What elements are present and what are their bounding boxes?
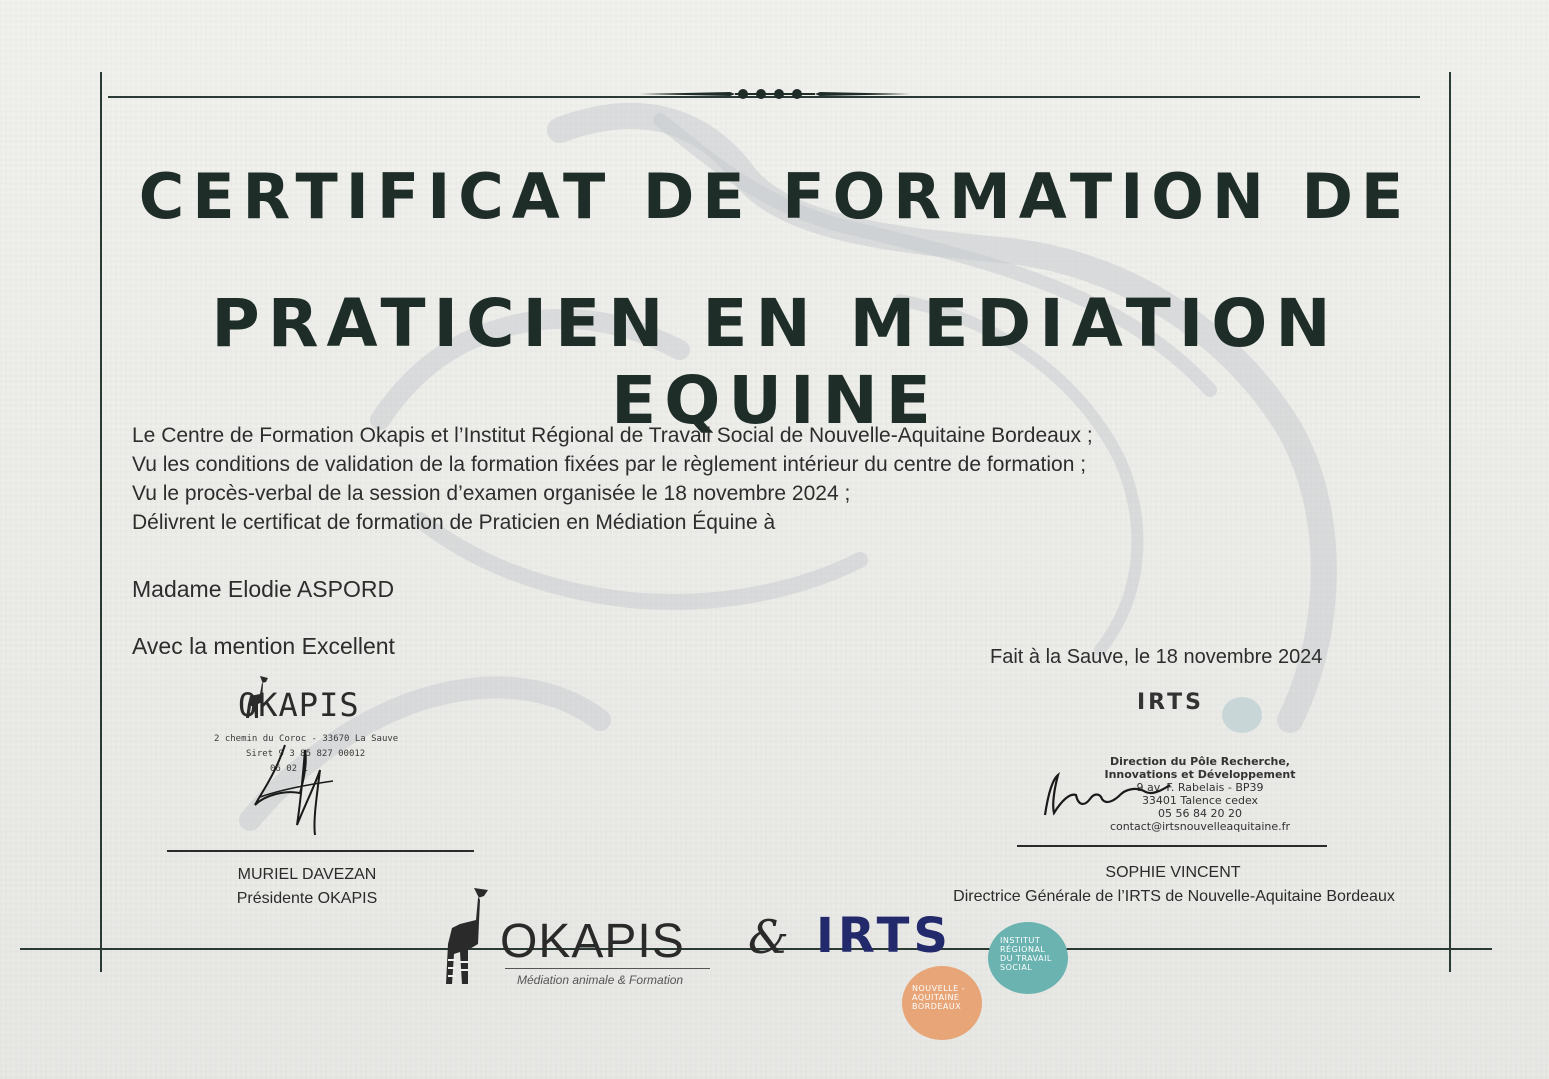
footer-okapis-tagline: Médiation animale & Formation [517,973,684,987]
stamp-irts-bubble [1222,697,1262,733]
stamp-irts-dept-1: Direction du Pôle Recherche, [1110,755,1290,768]
stamp-irts-address-1: 9 av. F. Rabelais - BP39 [1136,781,1264,794]
certificate-title-line-2: PRATICIEN EN MEDIATION EQUINE [211,285,1339,439]
body-line: Vu les conditions de validation de la formation fixées par le règlement intérieur du centre de formation ; [132,453,1087,476]
signer-right-name: SOPHIE VINCENT [1105,864,1241,881]
stamp-irts-address-2: 33401 Talence cedex [1141,794,1259,807]
stamp-irts-logo: IRTS [1137,690,1204,715]
stamp-irts-email: contact@irtsnouvelleaquitaine.fr [1109,820,1291,833]
irts-orange-text: NOUVELLE - AQUITAINE BORDEAUX [912,984,966,1011]
stamp-irts-phone: 05 56 84 20 20 [1158,807,1242,820]
stamp-okapis-phone: 06 02 1 [270,764,308,774]
frame-ornament-icon [640,82,910,106]
signature-right-icon [1040,765,1180,825]
stamp-okapis-siret: Siret 9 3 85 827 00012 [246,749,366,759]
signature-line-left [167,850,474,852]
signature-line-right [1017,845,1327,847]
body-line: Délivrent le certificat de formation de Praticien en Médiation Équine à [132,511,776,534]
stamp-okapis-address: 2 chemin du Coroc - 33670 La Sauve [214,734,399,744]
irts-teal-bubble [988,922,1068,994]
footer-ampersand: & [748,910,789,964]
body-line: Le Centre de Formation Okapis et l’Institut Régional de Travail Social de Nouvelle-Aquitaine Bordeaux ; [132,424,1093,447]
certificate-title-line-1: CERTIFICAT DE FORMATION DE [138,160,1412,233]
body-line: Vu le procès-verbal de la session d’examen organisée le 18 novembre 2024 ; [132,482,851,505]
signature-left-icon [245,735,345,845]
stamp-irts-dept-2: Innovations et Développement [1104,768,1296,781]
okapi-icon [440,884,496,988]
signer-left-role: Présidente OKAPIS [236,890,378,907]
footer-okapis-logo: OKAPIS [500,915,685,968]
stamp-okapis-name: OKAPIS [238,686,360,724]
signer-left-name: MURIEL DAVEZAN [237,866,377,883]
place-date: Fait à la Sauve, le 18 novembre 2024 [990,646,1323,668]
signer-right-role: Directrice Générale de l’IRTS de Nouvelle-Aquitaine Bordeaux [953,888,1395,905]
irts-teal-text: INSTITUT RÉGIONAL DU TRAVAIL SOCIAL [1000,936,1052,972]
recipient-name: Madame Elodie ASPORD [132,576,395,602]
mention-text: Avec la mention Excellent [132,633,395,659]
irts-orange-bubble [902,966,982,1040]
footer-irts-logo: IRTS [816,908,952,964]
footer-okapis-underline [505,968,710,969]
